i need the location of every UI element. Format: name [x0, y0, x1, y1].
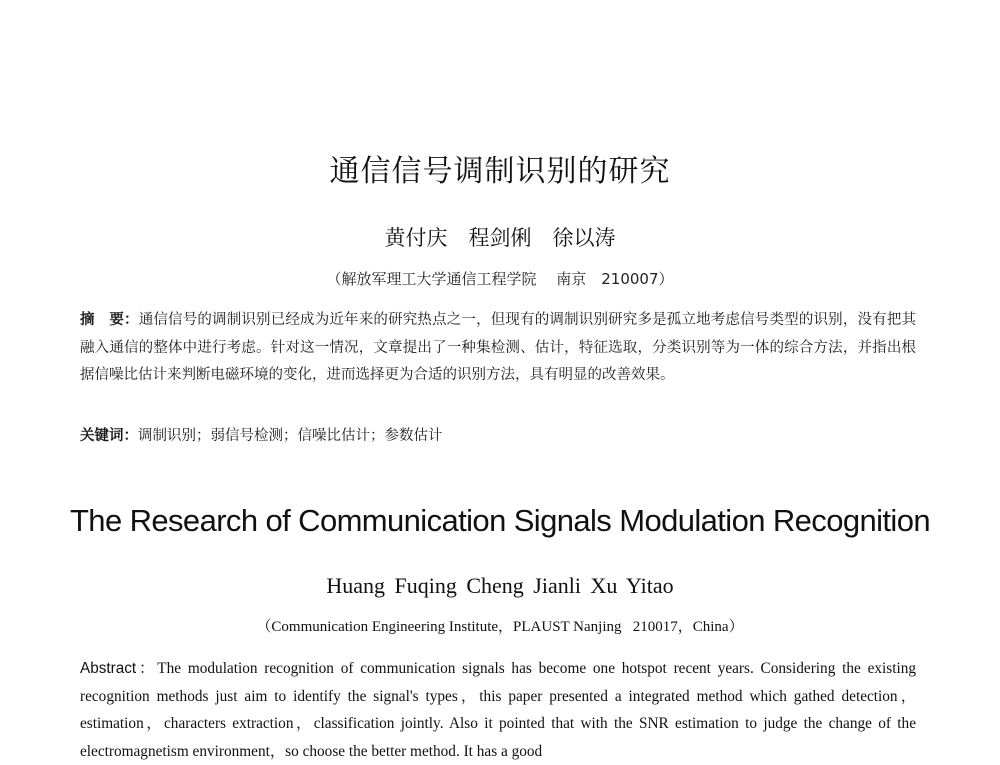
- chinese-authors: 黄付庆 程剑俐 徐以涛: [384, 226, 616, 250]
- english-authors: Huang Fuqing Cheng Jianli Xu Yitao: [326, 573, 674, 598]
- chinese-keywords-label: 关键词：: [80, 428, 138, 444]
- chinese-keywords-text: 调制识别；弱信号检测；信噪比估计；参数估计: [138, 428, 443, 444]
- english-title: The Research of Communication Signals Modulation Recognition: [69, 503, 931, 538]
- chinese-affiliation: （解放军理工大学通信工程学院 南京 210007）: [326, 270, 674, 288]
- chinese-keywords: [80, 424, 916, 445]
- english-affiliation: （Communication Engineering Institute，PLAUST Nanjing 210017，China）: [256, 619, 744, 635]
- chinese-abstract-label: 摘 要：: [80, 312, 139, 328]
- chinese-abstract: [80, 307, 916, 390]
- english-abstract: [80, 655, 916, 765]
- chinese-title: 通信信号调制识别的研究: [329, 154, 671, 189]
- chinese-abstract-text: 通信信号的调制识别已经成为近年来的研究热点之一，但现有的调制识别研究多是孤立地考虑信号类型的识别，没有把其融入通信的整体中进行考虑。针对这一情况，文章提出了一种集检测、估计，特征选取，分类识别等为一体的综合方法，并指出根据信噪比估计来判断电磁环境的变化，进而选择更为合适的识别方法，具有明显的改善效果。: [80, 312, 917, 383]
- english-abstract-text: The modulation recognition of communication signals has become one hotspot recent years. Considering the existing recognition methods just aim to identify the signal's types，this paper presented a integrated method which gathed detection，estimation，characters extraction，classification jointly. Also it pointed that with the SNR estimation to judge the change of the electromagnetism environment，so choose the better method. It has a good: [80, 660, 917, 760]
- english-abstract-label: Abstract：: [80, 660, 158, 677]
